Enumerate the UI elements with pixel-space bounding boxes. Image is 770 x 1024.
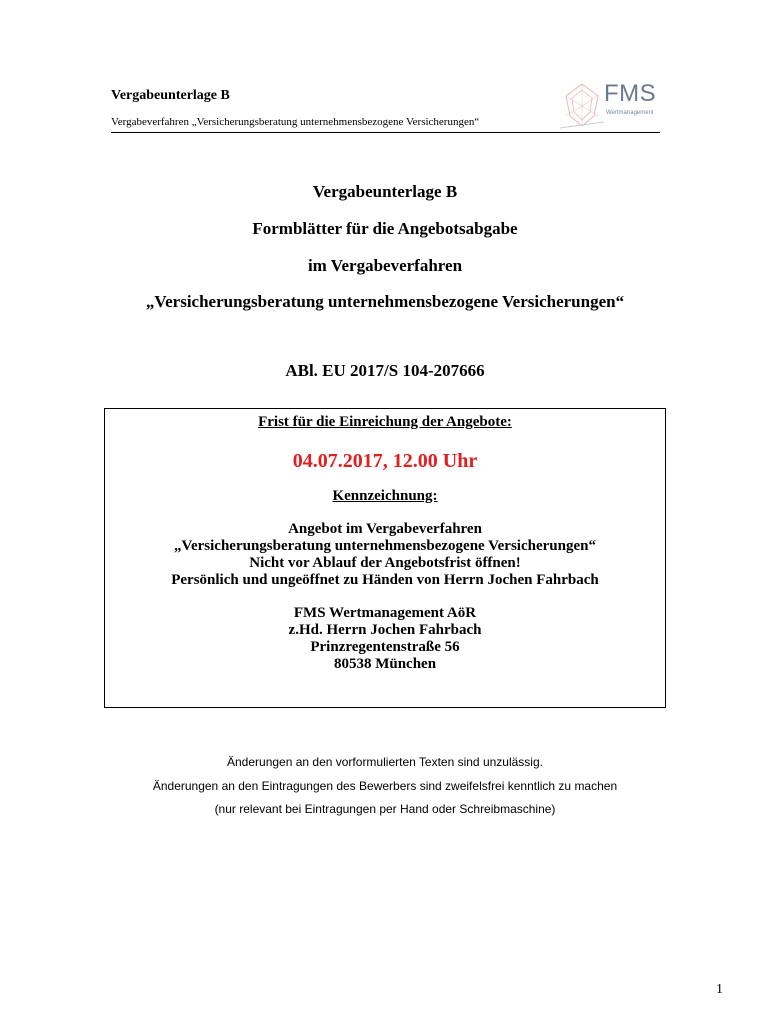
header-divider [111,132,660,133]
deadline-label-text: Frist für die Einreichung der Angebote: [258,414,512,430]
address-line: Prinzregentenstraße 56 [310,639,460,655]
marking-label-text: Kennzeichnung: [332,488,438,504]
address-line: FMS Wertmanagement AöR [293,605,477,621]
publication-reference: ABl. EU 2017/S 104-207666 [285,361,485,380]
document-title: Vergabeunterlage B [312,182,458,201]
header-title: Vergabeunterlage B [111,88,230,103]
page-number: 1 [716,982,723,997]
marking-line: Angebot im Vergabeverfahren [288,521,482,537]
note-line: Änderungen an den Eintragungen des Bewerbers sind zweifelsfrei kenntlich zu machen [152,779,618,793]
logo-subtext: Wertmanagement [606,110,654,116]
marking-line: Nicht vor Ablauf der Angebotsfrist öffnen! [249,555,521,571]
marking-line: „Versicherungsberatung unternehmensbezogene Versicherungen“ [174,538,596,554]
address-line: 80538 München [333,656,437,672]
note-line: Änderungen an den vorformulierten Texten sind unzulässig. [227,755,543,769]
procedure-name: „Versicherungsberatung unternehmensbezogene Versicherungen“ [145,292,625,311]
fms-logo-mark-icon [560,78,604,132]
deadline-label [0,414,770,431]
note-line: (nur relevant bei Eintragungen per Hand oder Schreibmaschine) [214,802,556,816]
fms-logo [560,78,672,132]
marking-label [0,488,770,505]
document-subtitle: Formblätter für die Angebotsabgabe [252,219,518,238]
address-line: z.Hd. Herrn Jochen Fahrbach [288,622,482,638]
header-subtitle: Vergabeverfahren „Versicherungsberatung unternehmensbezogene Versicherungen“ [111,116,480,128]
logo-text: FMS [604,80,657,107]
deadline-value: 04.07.2017, 12.00 Uhr [292,450,478,472]
procedure-label: im Vergabeverfahren [307,256,463,275]
marking-line: Persönlich und ungeöffnet zu Händen von Herrn Jochen Fahrbach [171,572,599,588]
